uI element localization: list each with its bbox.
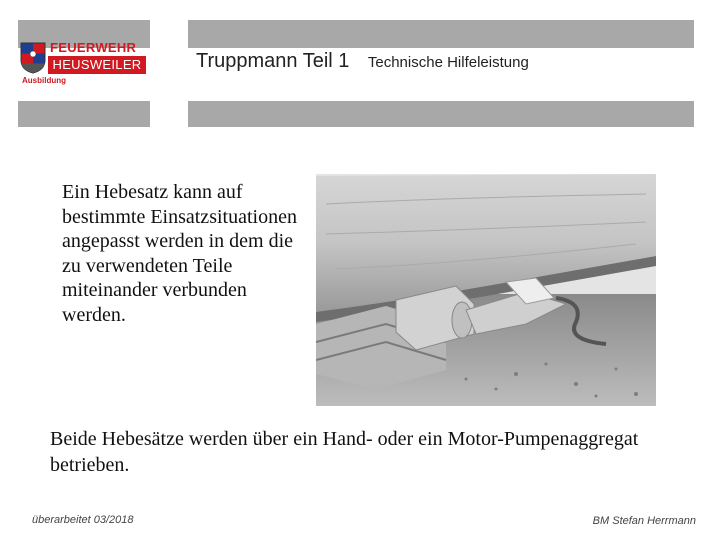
footer-author: BM Stefan Herrmann xyxy=(592,515,696,527)
logo-line2: HEUSWEILER xyxy=(48,56,146,74)
header-bar-bottom-left xyxy=(18,101,150,127)
lifting-set-photo xyxy=(316,174,656,406)
body-paragraph-2: Beide Hebesätze werden über ein Hand- oder ein Motor-Pumpenaggregat betrieben. xyxy=(50,428,639,476)
fire-department-logo xyxy=(20,38,150,90)
slide-title-main: Truppmann Teil 1 xyxy=(196,50,350,72)
slide-title xyxy=(196,50,529,73)
slide-title-sub: Technische Hilfeleistung xyxy=(367,54,529,71)
header-bar-bottom-right xyxy=(188,101,694,127)
footer-revision-date: überarbeitet 03/2018 xyxy=(32,514,134,526)
logo-subtitle: Ausbildung xyxy=(22,76,66,85)
body-paragraph-1: Ein Hebesatz kann auf bestimmte Einsatzsituationen angepasst werden in dem die zu verwendeten Teile miteinander verbunden werden. xyxy=(62,181,297,326)
logo-line1: FEUERWEHR xyxy=(50,40,137,55)
header-bar-top-right xyxy=(188,20,694,48)
coat-of-arms-icon xyxy=(20,42,46,74)
